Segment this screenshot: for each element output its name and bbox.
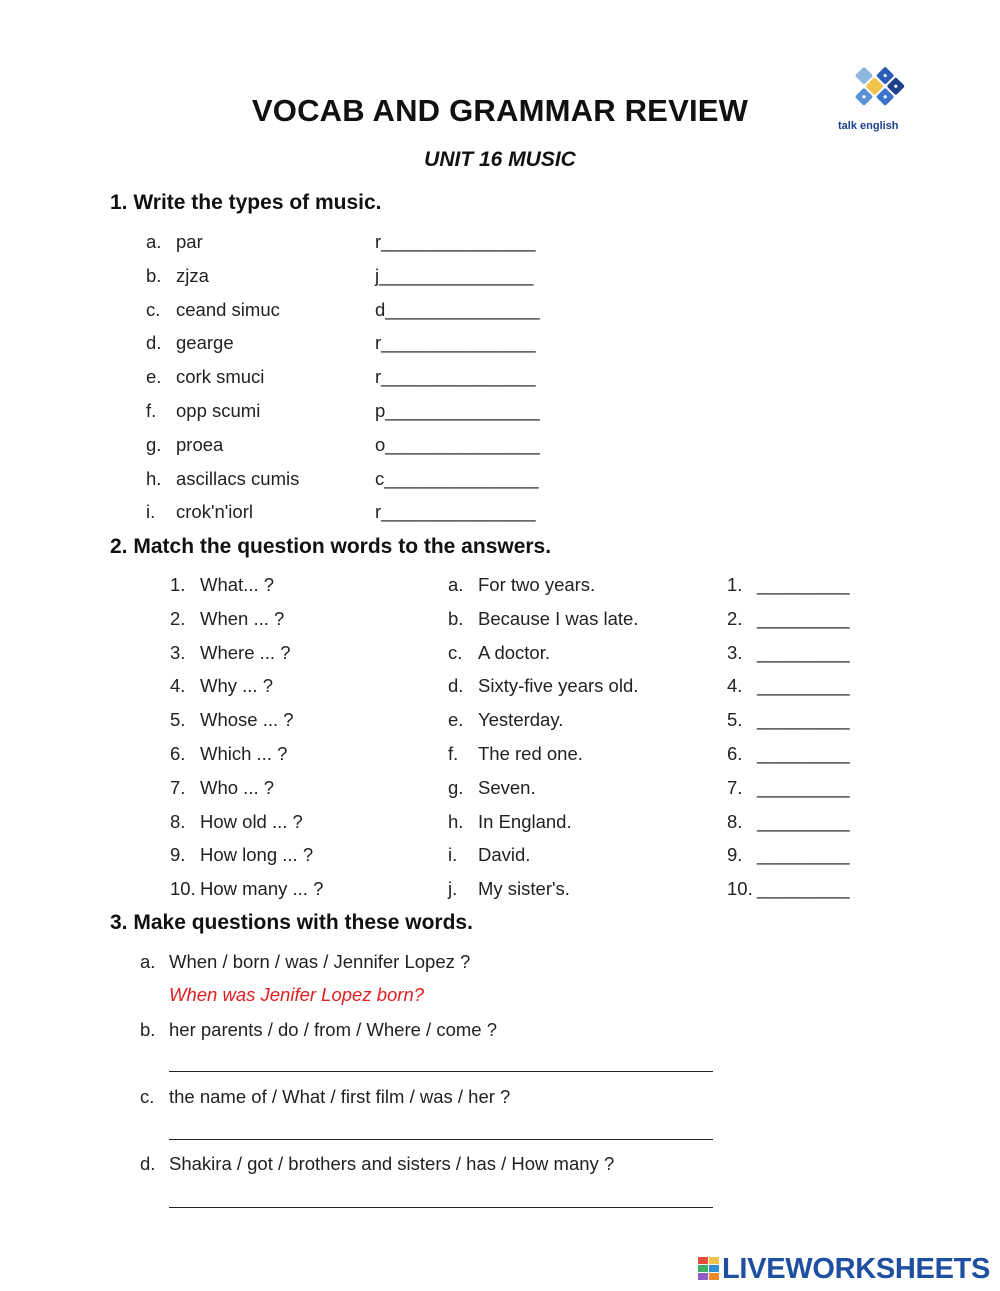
s3-prompt-c: the name of / What / first film / was / her ? xyxy=(169,1086,511,1107)
s3-example-answer: When was Jenifer Lopez born? xyxy=(169,984,425,1005)
s2-blank-number: 7. xyxy=(727,776,743,798)
section-1-heading: 1. Write the types of music. xyxy=(110,191,382,214)
s2-answer-letter: g. xyxy=(448,776,464,798)
s2-question-word: Where ... ? xyxy=(200,641,291,663)
s2-answer-letter: b. xyxy=(448,607,464,629)
s2-answer-text: Yesterday. xyxy=(478,709,564,731)
s2-match-blank[interactable]: _________ xyxy=(757,641,850,663)
s2-blank-number: 1. xyxy=(727,574,743,595)
s2-answer-letter: i. xyxy=(448,844,458,866)
s2-question-number: 7. xyxy=(170,776,186,798)
s1-letter: d. xyxy=(146,332,162,354)
liveworksheets-logo-icon xyxy=(697,1253,721,1289)
page-title: VOCAB AND GRAMMAR REVIEW xyxy=(251,93,749,128)
s2-answer-text: Because I was late. xyxy=(478,607,639,629)
s2-question-number: 9. xyxy=(170,844,186,866)
s2-match-blank[interactable]: _________ xyxy=(757,709,850,731)
s1-letter: g. xyxy=(146,433,162,455)
s2-answer-letter: e. xyxy=(448,709,464,731)
s2-question-word: How many ... ? xyxy=(200,878,324,900)
s2-blank-number: 10. xyxy=(727,878,753,900)
s1-letter: b. xyxy=(146,264,162,286)
s1-scrambled-word: ascillacs cumis xyxy=(176,467,300,489)
s2-answer-letter: d. xyxy=(448,675,464,697)
s1-scrambled-word: par xyxy=(176,231,203,252)
s2-answer-text: Seven. xyxy=(478,776,536,798)
s2-blank-number: 6. xyxy=(727,743,743,764)
s1-letter: e. xyxy=(146,366,162,388)
s2-question-number: 1. xyxy=(170,574,186,595)
s2-blank-number: 2. xyxy=(727,607,743,629)
section-2-heading: 2. Match the question words to the answers. xyxy=(110,535,552,558)
s2-question-number: 6. xyxy=(170,743,186,764)
s1-scrambled-word: proea xyxy=(176,433,224,455)
s1-letter: f. xyxy=(146,400,157,421)
s1-answer-blank[interactable]: o_______________ xyxy=(375,433,540,455)
s2-answer-text: David. xyxy=(478,844,531,866)
s2-match-blank[interactable]: _________ xyxy=(757,574,850,595)
s3-prompt-b: her parents / do / from / Where / come ? xyxy=(169,1019,497,1040)
s1-answer-blank[interactable]: r_______________ xyxy=(375,501,536,523)
s2-match-blank[interactable]: _________ xyxy=(757,607,850,629)
s3-letter-d: d. xyxy=(140,1153,156,1174)
s1-scrambled-word: ceand simuc xyxy=(176,298,280,320)
s1-answer-blank[interactable]: r_______________ xyxy=(375,332,536,354)
s2-answer-text: Sixty-five years old. xyxy=(478,675,639,697)
section-3-heading: 3. Make questions with these words. xyxy=(110,911,473,934)
s2-match-blank[interactable]: _________ xyxy=(757,878,850,900)
s3-answer-line-b[interactable] xyxy=(169,1071,713,1072)
s3-letter-a: a. xyxy=(140,951,156,972)
s2-answer-text: The red one. xyxy=(478,743,583,764)
s2-answer-letter: h. xyxy=(448,810,464,832)
logo-text: talk english xyxy=(838,120,899,132)
s2-blank-number: 8. xyxy=(727,810,743,832)
s1-letter: c. xyxy=(146,298,161,320)
liveworksheets-brand: LIVEWORKSHEETS xyxy=(722,1253,991,1285)
s2-question-word: Whose ... ? xyxy=(200,709,294,731)
s2-match-blank[interactable]: _________ xyxy=(757,776,850,798)
s2-question-number: 5. xyxy=(170,709,186,731)
s2-question-word: What... ? xyxy=(200,574,275,595)
s3-answer-line-c[interactable] xyxy=(169,1139,713,1140)
s1-answer-blank[interactable]: d_______________ xyxy=(375,298,540,320)
s2-answer-letter: j. xyxy=(448,878,458,900)
s2-blank-number: 9. xyxy=(727,844,743,866)
s2-question-number: 3. xyxy=(170,641,186,663)
s2-question-word: How long ... ? xyxy=(200,844,314,866)
s1-scrambled-word: gearge xyxy=(176,332,234,354)
s1-scrambled-word: zjza xyxy=(176,264,209,286)
s3-answer-line-d[interactable] xyxy=(169,1207,713,1208)
s2-answer-text: For two years. xyxy=(478,574,596,595)
s2-match-blank[interactable]: _________ xyxy=(757,810,850,832)
s3-letter-c: c. xyxy=(140,1086,155,1107)
s3-prompt-a: When / born / was / Jennifer Lopez ? xyxy=(169,951,471,972)
s2-match-blank[interactable]: _________ xyxy=(757,675,850,697)
s2-question-number: 2. xyxy=(170,607,186,629)
s2-question-number: 10. xyxy=(170,878,196,900)
s2-match-blank[interactable]: _________ xyxy=(757,844,850,866)
s2-blank-number: 4. xyxy=(727,675,743,697)
s2-match-blank[interactable]: _________ xyxy=(757,743,850,764)
s2-blank-number: 3. xyxy=(727,641,743,663)
s2-question-number: 8. xyxy=(170,810,186,832)
s1-answer-blank[interactable]: r_______________ xyxy=(375,231,536,252)
page-subtitle: UNIT 16 MUSIC xyxy=(424,148,576,171)
s2-answer-letter: c. xyxy=(448,641,463,663)
s2-question-word: Which ... ? xyxy=(200,743,288,764)
s1-scrambled-word: cork smuci xyxy=(176,366,265,388)
s2-question-word: When ... ? xyxy=(200,607,285,629)
s2-question-word: How old ... ? xyxy=(200,810,303,832)
s3-prompt-d: Shakira / got / brothers and sisters / has / How many ? xyxy=(169,1153,615,1174)
s2-blank-number: 5. xyxy=(727,709,743,731)
s1-letter: i. xyxy=(146,501,156,523)
s2-question-number: 4. xyxy=(170,675,186,697)
s1-scrambled-word: crok'n'iorl xyxy=(176,501,253,523)
s2-answer-text: My sister's. xyxy=(478,878,570,900)
s2-answer-letter: f. xyxy=(448,743,459,764)
s1-answer-blank[interactable]: p_______________ xyxy=(375,400,540,421)
s2-question-word: Who ... ? xyxy=(200,776,275,798)
s1-answer-blank[interactable]: j_______________ xyxy=(375,264,534,286)
s2-question-word: Why ... ? xyxy=(200,675,273,697)
s2-answer-text: In England. xyxy=(478,810,572,832)
s1-scrambled-word: opp scumi xyxy=(176,400,261,421)
s2-answer-text: A doctor. xyxy=(478,641,550,663)
s3-letter-b: b. xyxy=(140,1019,156,1040)
s1-answer-blank[interactable]: r_______________ xyxy=(375,366,536,388)
s2-answer-letter: a. xyxy=(448,574,464,595)
s1-letter: h. xyxy=(146,467,162,489)
s1-answer-blank[interactable]: c_______________ xyxy=(375,467,539,489)
s1-letter: a. xyxy=(146,231,162,252)
